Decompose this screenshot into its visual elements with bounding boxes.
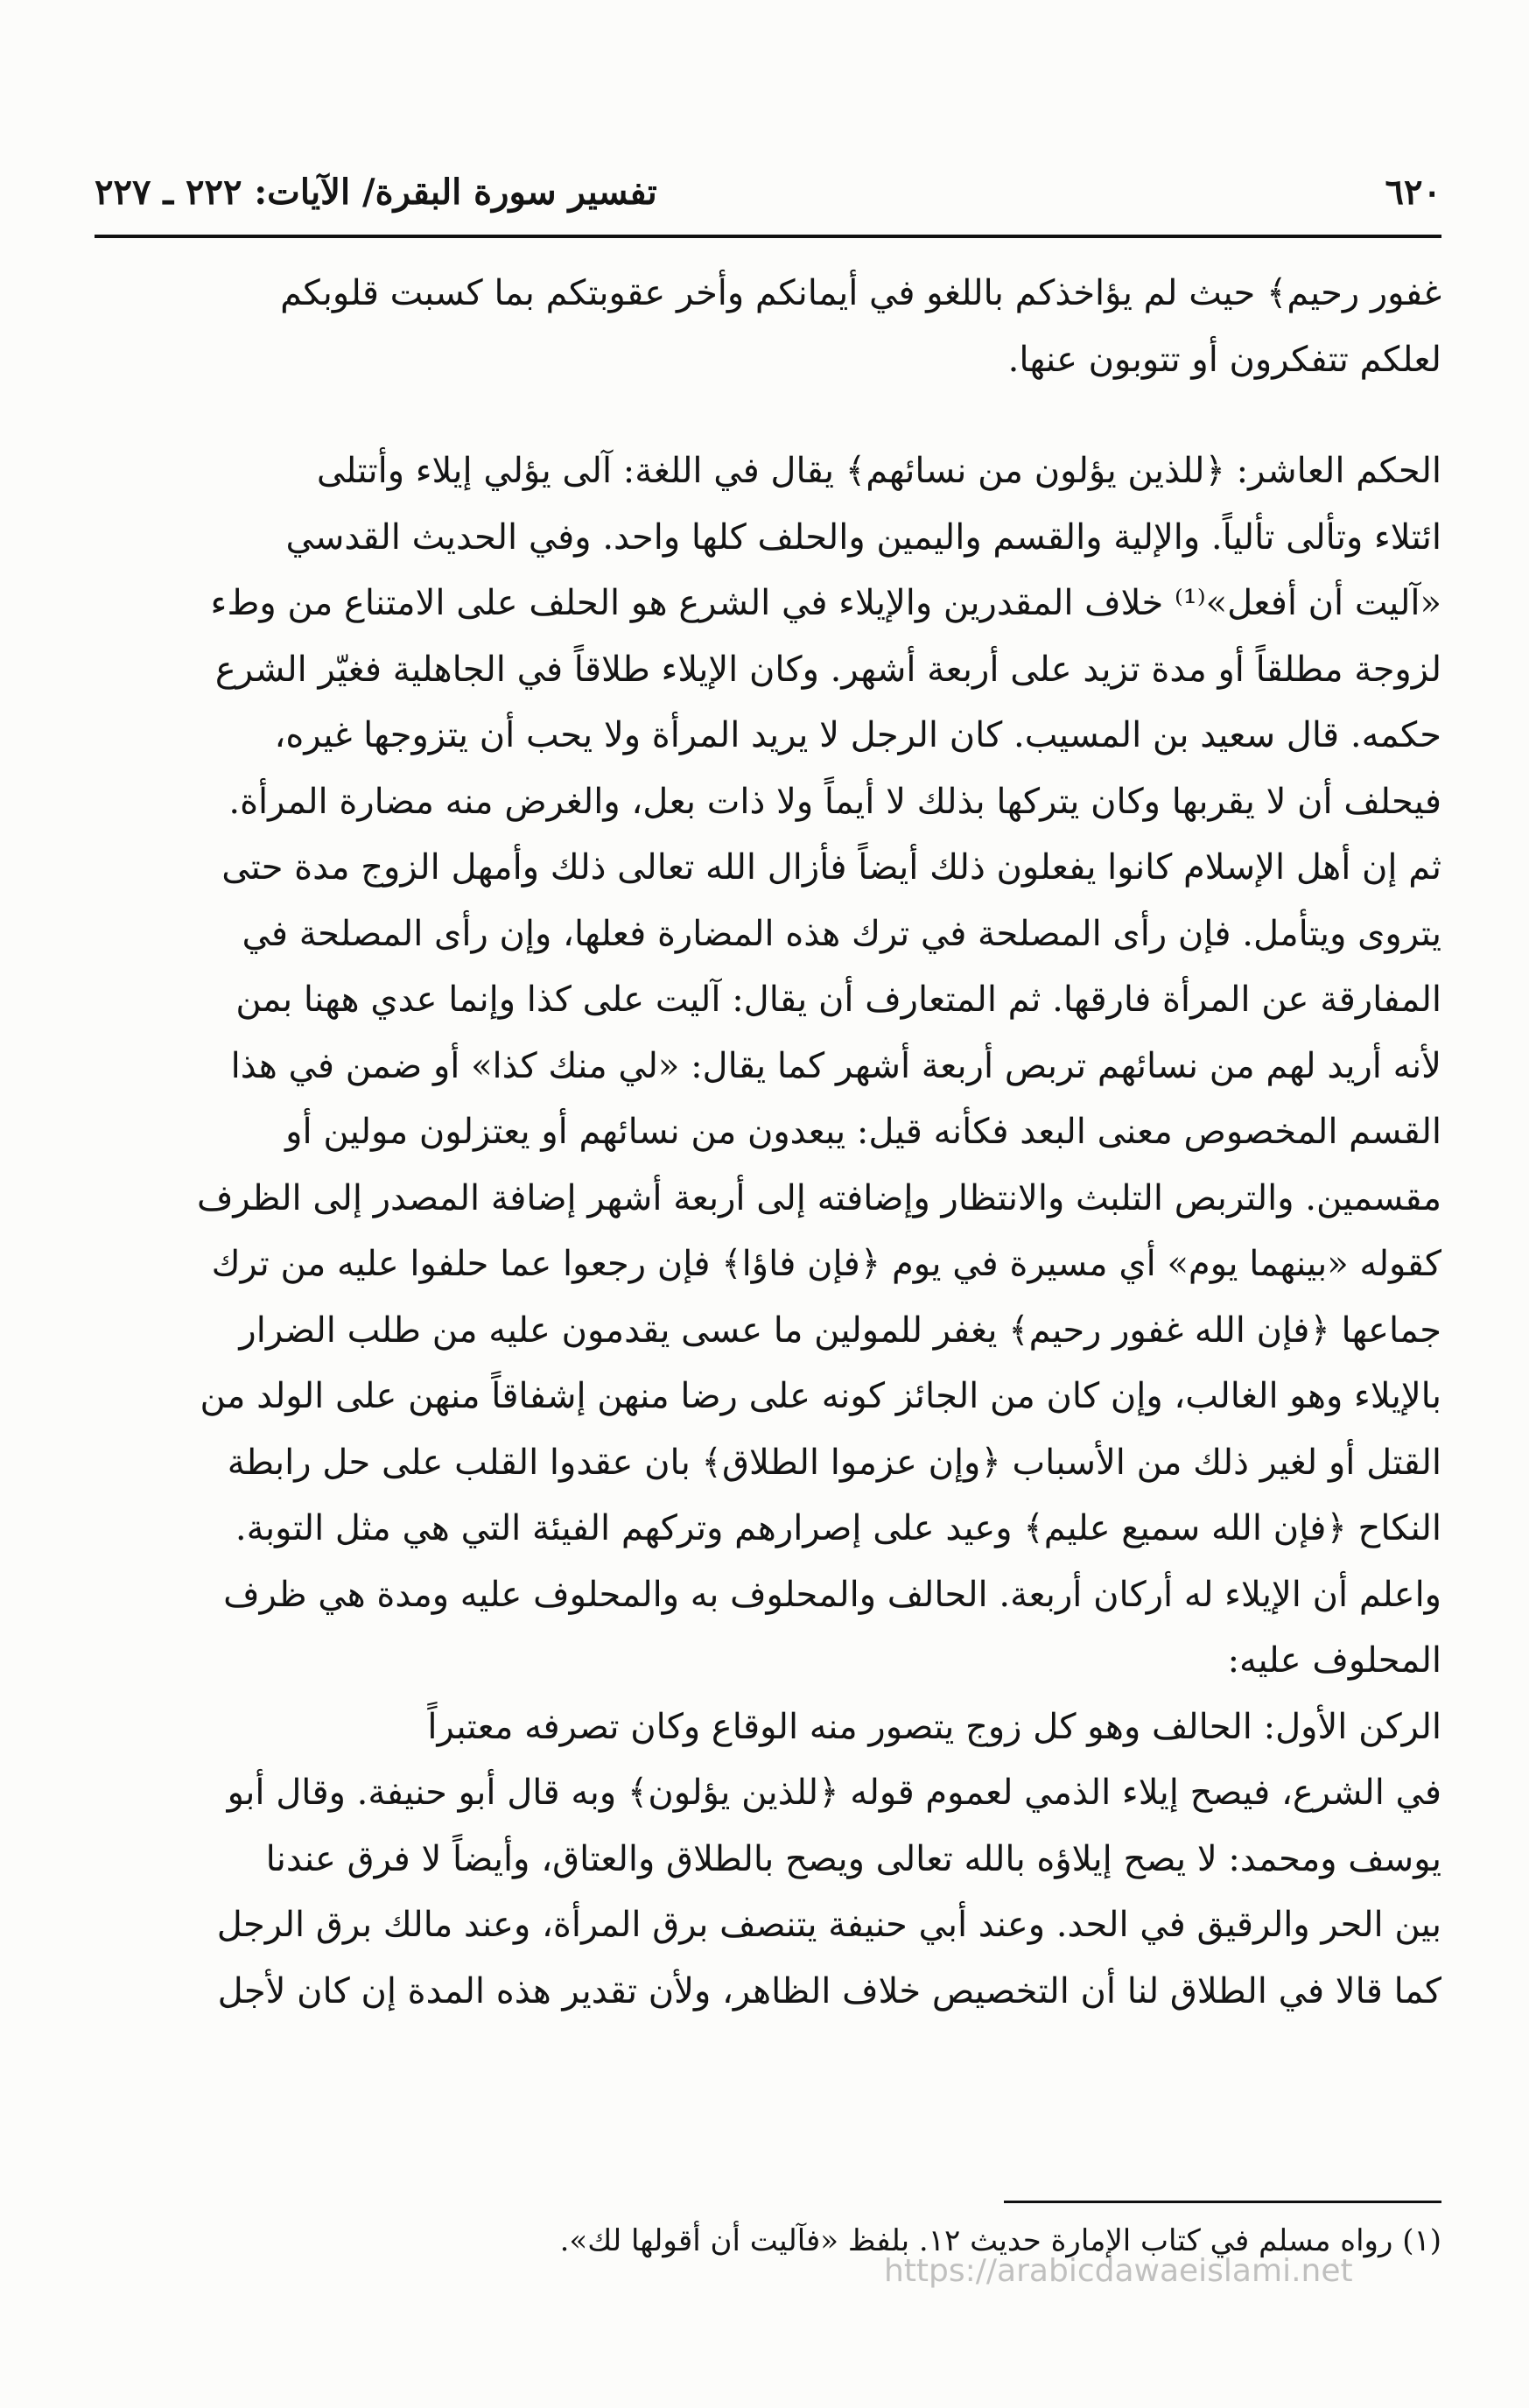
text-line: الركن الأول: الحالف وهو كل زوج يتصور منه الوقاع وكان تصرفه معتبراً bbox=[427, 1706, 1441, 1747]
page-number: ٦٢٠ bbox=[1385, 172, 1441, 213]
text-line: لزوجة مطلقاً أو مدة تزيد على أربعة أشهر. وكان الإيلاء طلاقاً في الجاهلية فغيّر الشرع bbox=[214, 649, 1441, 690]
watermark: https://arabicdawaeislami.net bbox=[884, 2253, 1353, 2289]
running-title: تفسير سورة البقرة/ الآيات: ٢٢٢ ـ ٢٢٧ bbox=[95, 172, 657, 213]
text-line: القتل أو لغير ذلك من الأسباب ﴿وإن عزموا الطلاق﴾ بان عقدوا القلب على حل رابطة bbox=[227, 1442, 1441, 1483]
text-line: المحلوف عليه: bbox=[1227, 1640, 1441, 1681]
text-line: غفور رحيم﴾ حيث لم يؤاخذكم باللغو في أيمانكم وأخر عقوبتكم بما كسبت قلوبكم bbox=[280, 273, 1441, 313]
text-line: حكمه. قال سعيد بن المسيب. كان الرجل لا يريد المرأة ولا يحب أن يتزوجها غيره، bbox=[274, 715, 1441, 755]
text-line: بالإيلاء وهو الغالب، وإن كان من الجائز كونه على رضا منهن إشفاقاً منهن على الولد من bbox=[200, 1376, 1441, 1416]
main-text bbox=[95, 261, 1441, 2025]
text-line: كما قالا في الطلاق لنا أن التخصيص خلاف الظاهر، ولأن تقدير هذه المدة إن كان لأجل bbox=[217, 1970, 1441, 2011]
text-line: النكاح ﴿فإن الله سميع عليم﴾ وعيد على إصرارهم وتركهم الفيئة التي هي مثل التوبة. bbox=[235, 1508, 1441, 1548]
text-line: لأنه أريد لهم من نسائهم تربص أربعة أشهر كما يقال: «لي منك كذا» أو ضمن في هذا bbox=[230, 1045, 1441, 1086]
text-line: الحكم العاشر: ﴿للذين يؤلون من نسائهم﴾ يقال في اللغة: آلى يؤلي إيلاء وأتتلى bbox=[316, 451, 1441, 491]
header-rule bbox=[95, 235, 1441, 238]
text-line: القسم المخصوص معنى البعد فكأنه قيل: يبعدون من نسائهم أو يعتزلون مولين أو bbox=[285, 1112, 1441, 1152]
text-line: يوسف ومحمد: لا يصح إيلاؤه بالله تعالى ويصح بالطلاق والعتاق، وأيضاً لا فرق عندنا bbox=[265, 1838, 1441, 1879]
text-line: مقسمين. والتربص التلبث والانتظار وإضافته إلى أربعة أشهر إضافة المصدر إلى الظرف bbox=[196, 1177, 1441, 1218]
text-line: واعلم أن الإيلاء له أركان أربعة. الحالف والمحلوف به والمحلوف عليه ومدة هي ظرف bbox=[223, 1574, 1441, 1615]
text-line: فيحلف أن لا يقربها وكان يتركها بذلك لا أيماً ولا ذات بعل، والغرض منه مضارة المرأة. bbox=[228, 781, 1441, 822]
text-line: يتروى ويتأمل. فإن رأى المصلحة في ترك هذه المضارة فعلها، وإن رأى المصلحة في bbox=[242, 913, 1441, 954]
text-line: ائتلاء وتألى تألياً. والإلية والقسم واليمين والحلف كلها واحد. وفي الحديث القدسي bbox=[285, 516, 1441, 558]
footnote: (١) رواه مسلم في كتاب الإمارة حديث ١٢. بلفظ «فآليت أن أقولها لك». bbox=[559, 2223, 1441, 2258]
text-line: في الشرع، فيصح إيلاء الذمي لعموم قوله ﴿للذين يؤلون﴾ وبه قال أبو حنيفة. وقال أبو bbox=[227, 1773, 1441, 1813]
text-line: المفارقة عن المرأة فارقها. ثم المتعارف أن يقال: آليت على كذا وإنما عدي ههنا بمن bbox=[235, 979, 1441, 1020]
text-line: بين الحر والرقيق في الحد. وعند أبي حنيفة يتنصف برق المرأة، وعند مالك برق الرجل bbox=[216, 1905, 1441, 1945]
text-line: كقوله «بينهما يوم» أي مسيرة في يوم ﴿فإن فاؤا﴾ فإن رجعوا عما حلفوا عليه من ترك bbox=[211, 1244, 1441, 1284]
page-header bbox=[95, 165, 1441, 226]
text-line: لعلكم تتفكرون أو تتوبون عنها. bbox=[1007, 339, 1441, 380]
text-line: ثم إن أهل الإسلام كانوا يفعلون ذلك أيضاً فأزال الله تعالى ذلك وأمهل الزوج مدة حتى bbox=[221, 847, 1441, 888]
text-line: «آليت أن أفعل»⁽¹⁾ خلاف المقدرين والإيلاء في الشرع هو الحلف على الامتناع من وطء bbox=[210, 583, 1441, 623]
paragraph-gap bbox=[95, 393, 1441, 439]
text-line: جماعها ﴿فإن الله غفور رحيم﴾ يغفر للمولين ما عسى يقدمون عليه من طلب الضرار bbox=[239, 1309, 1441, 1351]
footnote-rule bbox=[1004, 2201, 1441, 2203]
